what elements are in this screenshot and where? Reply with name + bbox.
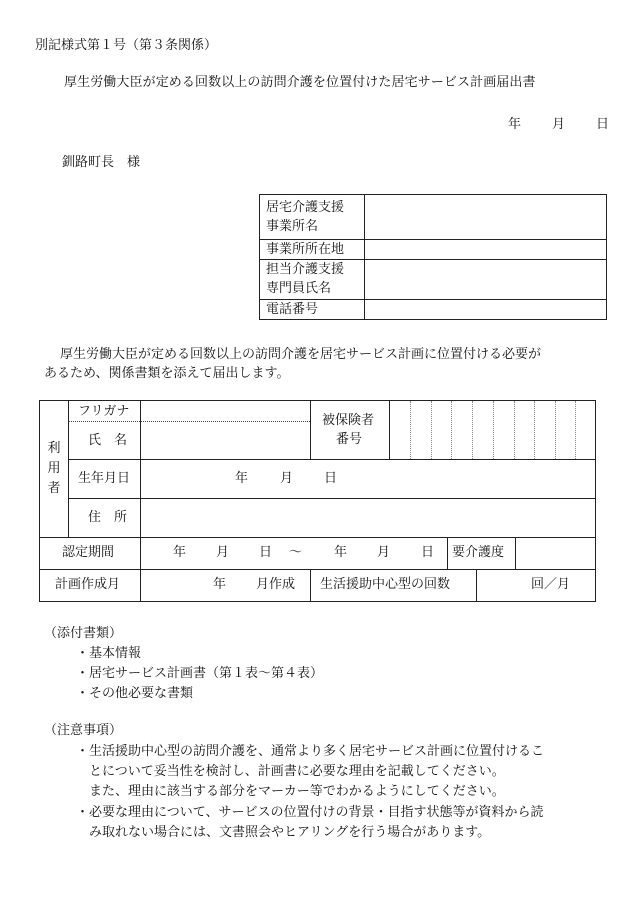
living-support-label: 生活援助中心型の回数: [320, 577, 451, 592]
plan-month-label: 計画作成月: [55, 577, 121, 592]
office-name-field[interactable]: [365, 195, 606, 239]
manager-label-1: 担当介護支援: [266, 262, 345, 277]
birth-month-label: 月: [280, 471, 294, 486]
applicant-table: [259, 194, 607, 320]
insured-number-label-1: 被保険者: [322, 413, 375, 428]
attachment-item: ・居宅サービス計画書（第１表〜第４表）: [76, 666, 324, 681]
user-vertical-label-3: 者: [47, 481, 61, 496]
insured-number-field[interactable]: [390, 401, 595, 459]
birth-year-label: 年: [235, 471, 249, 486]
user-info-table: [39, 400, 596, 602]
form-title: 厚生労働大臣が定める回数以上の訪問介護を位置付けた居宅サービス計画届出書: [64, 75, 536, 90]
cert-period-label: 認定期間: [62, 545, 115, 560]
furigana-field[interactable]: [141, 401, 310, 421]
name-field[interactable]: [141, 422, 310, 459]
furigana-label: フリガナ: [78, 404, 130, 419]
office-name-label-2: 事業所名: [266, 219, 319, 234]
note-line: み取れない場合には、文書照会やヒアリングを行う場合があります。: [89, 825, 491, 840]
user-vertical-label-1: 利: [47, 441, 61, 456]
office-name-label-1: 居宅介護支援: [266, 200, 345, 215]
name-label: 氏 名: [88, 433, 128, 448]
note-line: ・必要な理由について、サービスの位置付けの背景・目指す状態等が資料から読: [76, 805, 544, 820]
insured-number-label-2: 番号: [336, 432, 363, 447]
manager-name-field[interactable]: [365, 260, 606, 299]
plan-month-created-label: 月作成: [256, 577, 296, 592]
phone-field[interactable]: [365, 300, 606, 319]
cert-end-year: 年: [334, 545, 348, 560]
care-level-label: 要介護度: [452, 545, 505, 560]
cert-end-day: 日: [421, 545, 435, 560]
notes-heading: （注意事項）: [44, 723, 123, 738]
note-line: ・生活援助中心型の訪問介護を、通常より多く居宅サービス計画に位置付けるこ: [76, 744, 545, 759]
manager-label-2: 専門員氏名: [266, 281, 332, 296]
date-year-label: 年: [508, 117, 522, 132]
intro-line-1: 厚生労働大臣が定める回数以上の訪問介護を居宅サービス計画に位置付ける必要が: [60, 347, 542, 362]
cert-end-month: 月: [377, 545, 391, 560]
attachment-item: ・基本情報: [76, 646, 142, 661]
office-address-field[interactable]: [365, 240, 606, 259]
cert-start-year: 年: [173, 545, 187, 560]
office-address-label: 事業所所在地: [266, 242, 345, 257]
care-level-field[interactable]: [516, 538, 595, 569]
birth-day-label: 日: [324, 471, 338, 486]
birth-date-label: 生年月日: [78, 471, 131, 486]
cert-tilde: 〜: [289, 545, 303, 560]
cert-start-month: 月: [216, 545, 230, 560]
address-label: 住 所: [88, 510, 128, 525]
intro-line-2: あるため、関係書類を添えて届出します。: [44, 366, 290, 381]
form-number: 別記様式第１号（第３条関係）: [35, 38, 218, 53]
addressee: 釧路町長 様: [62, 155, 141, 170]
user-vertical-label-2: 用: [47, 461, 61, 476]
phone-label: 電話番号: [266, 302, 319, 317]
cert-start-day: 日: [259, 545, 273, 560]
per-month-label: 回／月: [531, 577, 571, 592]
date-month-label: 月: [552, 117, 566, 132]
attachments-heading: （添付書類）: [44, 626, 123, 641]
plan-year-label: 年: [213, 577, 227, 592]
attachment-item: ・その他必要な書類: [76, 686, 194, 701]
note-line: また、理由に該当する部分をマーカー等でわかるようにしてください。: [89, 784, 505, 799]
address-field[interactable]: [141, 499, 595, 537]
note-line: とについて妥当性を検討し、計画書に必要な理由を記載してください。: [89, 764, 505, 779]
date-day-label: 日: [596, 117, 610, 132]
